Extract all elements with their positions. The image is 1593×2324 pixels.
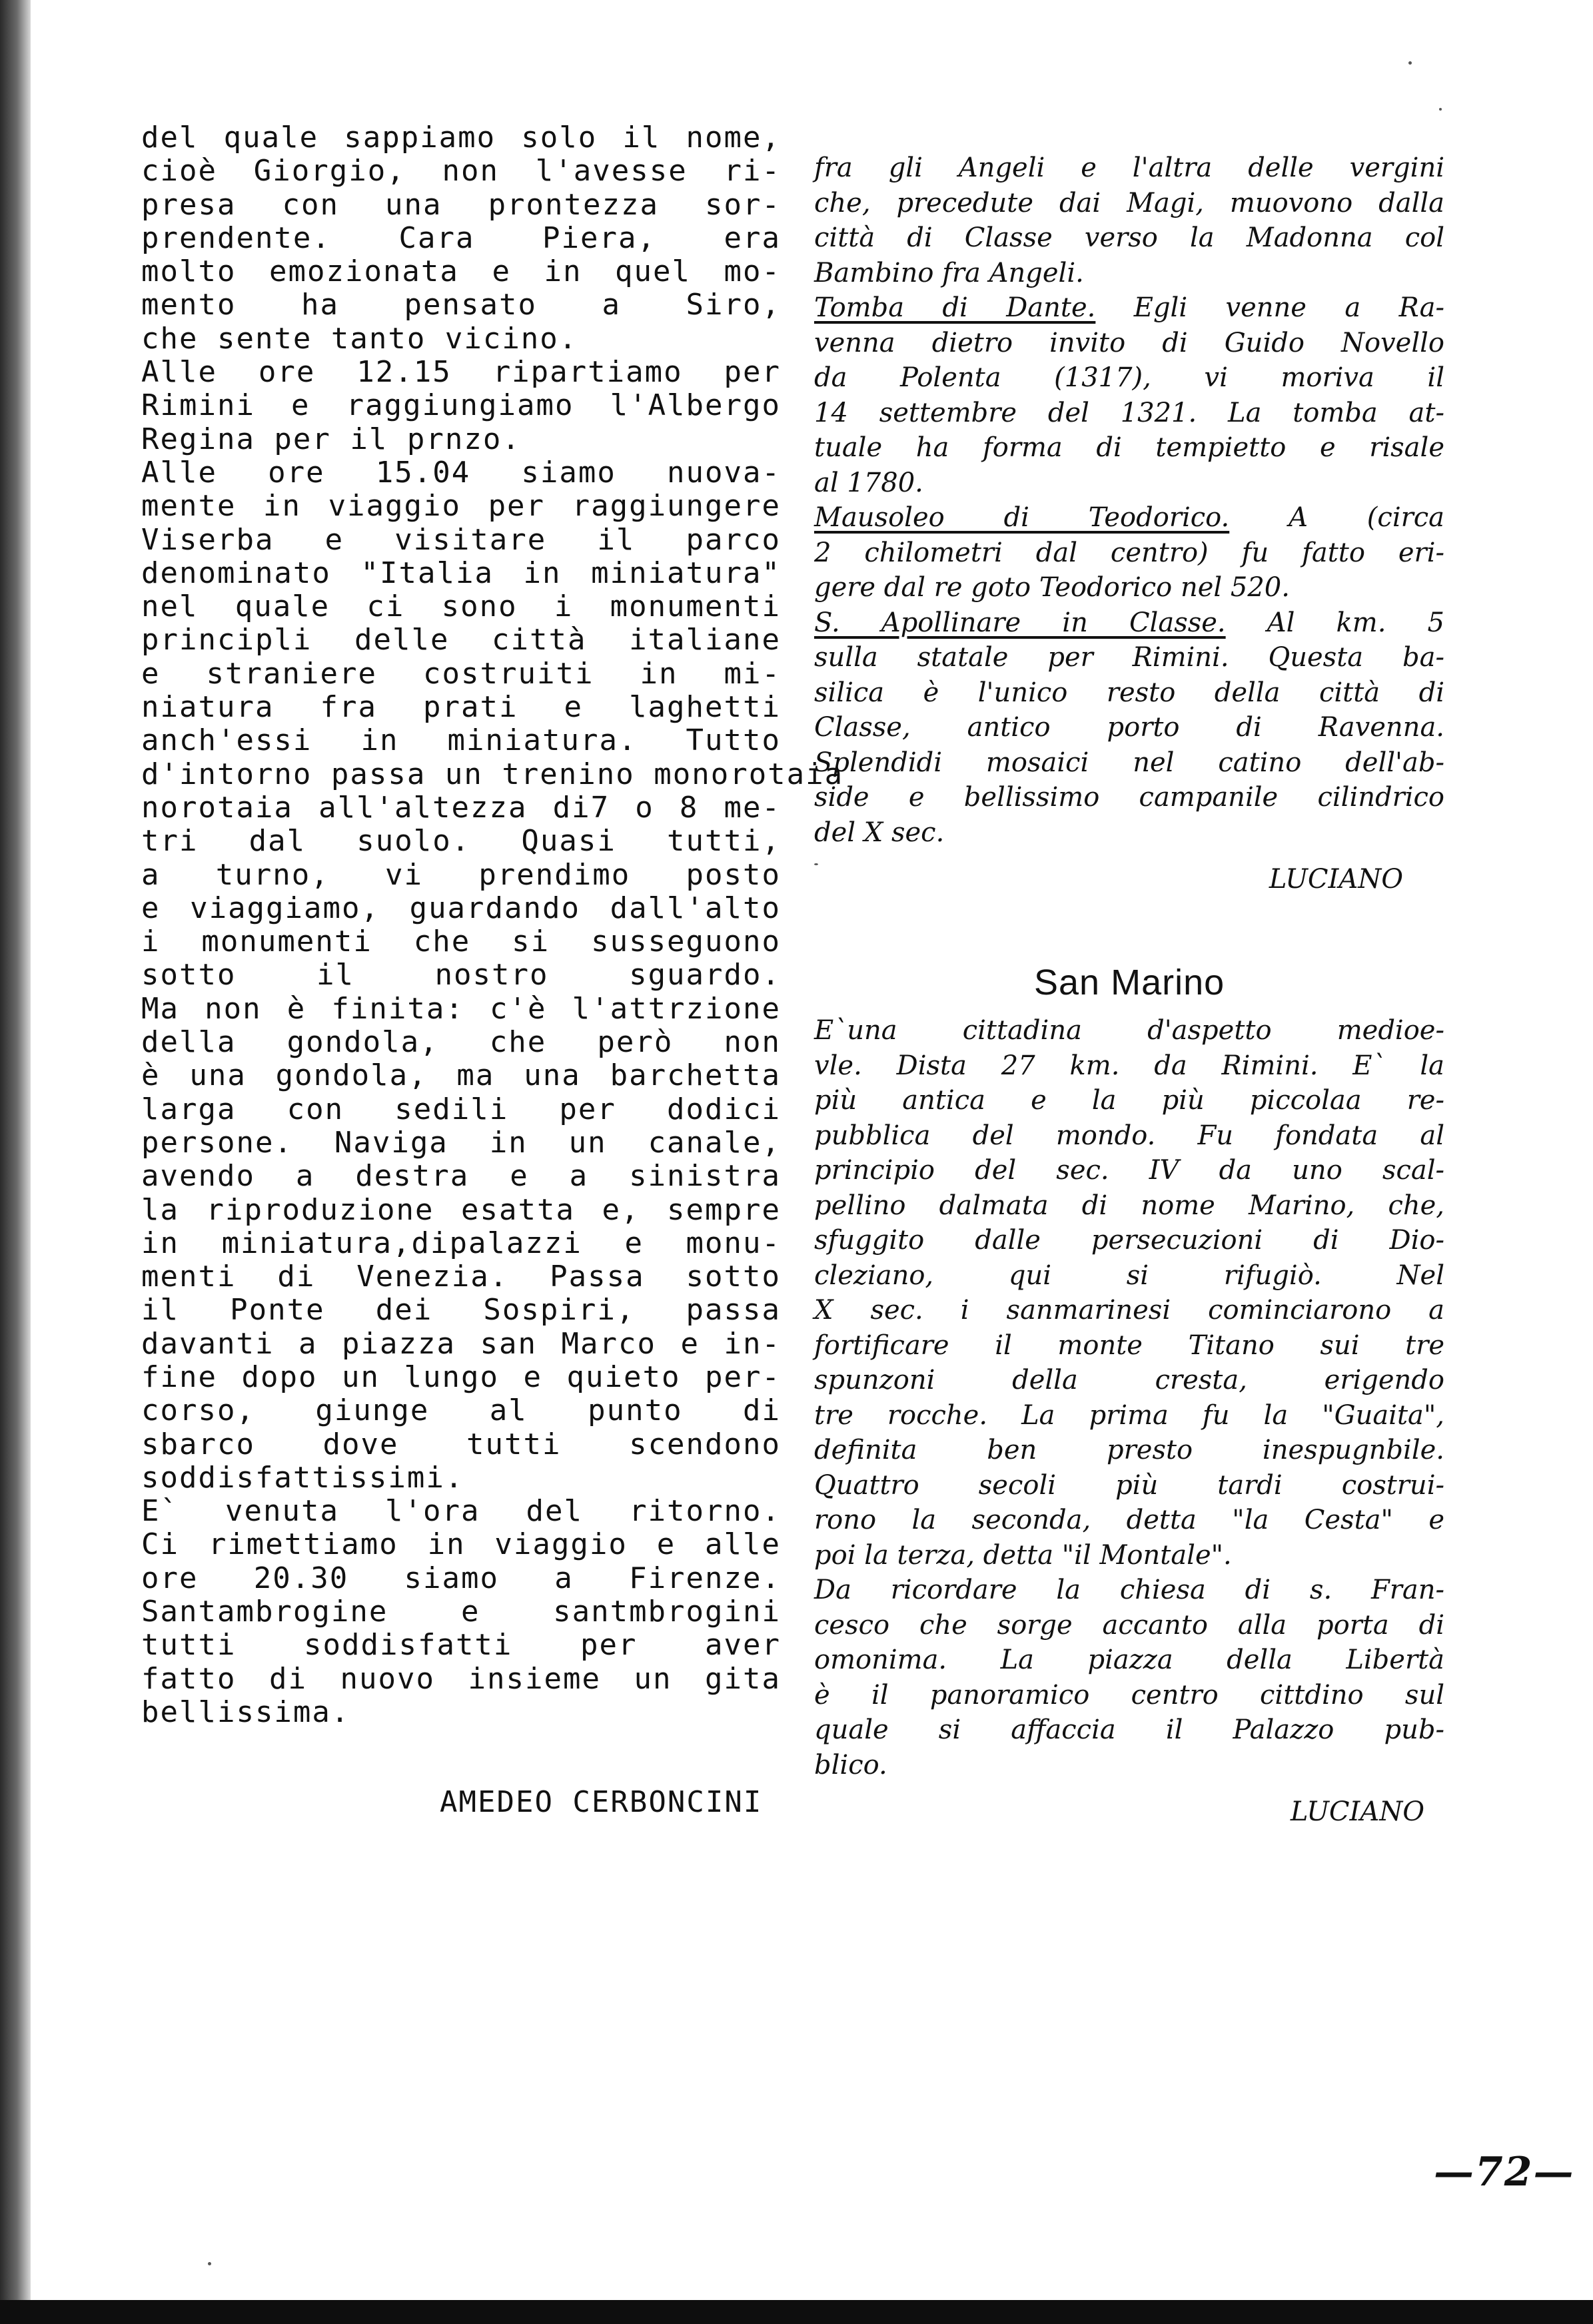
text-line: sbarco dove tutti scendono: [141, 1427, 781, 1461]
san-marino-section: [814, 1013, 1444, 1830]
text-line: larga con sedili per dodici: [141, 1092, 781, 1126]
text-line: sulla statale per Rimini. Questa ba-: [814, 642, 1444, 673]
text-line: prendente. Cara Piera, era: [141, 220, 781, 255]
text-line: fatto di nuovo insieme un gita: [141, 1661, 781, 1696]
text-line: pellino dalmata di nome Marino, che,: [814, 1190, 1444, 1221]
text-line: al 1780.: [814, 467, 923, 498]
scan-bottom-edge: [0, 2300, 1593, 2324]
text-line: e straniere costruiti in mi-: [141, 656, 781, 691]
text-line: cleziano, qui si rifugiò. Nel: [814, 1260, 1444, 1291]
apollinare-heading: S. Apollinare in Classe.: [814, 607, 1226, 638]
text-fragment: Egli venne a Ra-: [1095, 292, 1444, 323]
text-line: città di Classe verso la Madonna col: [814, 222, 1444, 253]
text-line: 2 chilometri dal centro) fu fatto eri-: [814, 537, 1444, 568]
text-line: del X sec.: [814, 817, 945, 848]
text-line: Quattro secoli più tardi costrui-: [814, 1469, 1444, 1501]
author-signature-cerboncini: AMEDEO CERBONCINI: [440, 1785, 763, 1819]
text-line: d'intorno passa un trenino monorotaia: [141, 757, 844, 791]
text-line: i monumenti che si susseguono: [141, 925, 781, 959]
text-line: Rimini e raggiungiamo l'Albergo: [141, 388, 781, 423]
text-line: quale si affaccia il Palazzo pub-: [814, 1715, 1444, 1745]
text-line: Viserba e visitare il parco: [141, 522, 781, 557]
text-line: norotaia all'altezza di7 o 8 me-: [141, 790, 781, 825]
text-line: Alle ore 15.04 siamo nuova-: [141, 455, 781, 490]
right-column: [814, 151, 1444, 897]
author-signature-luciano: LUCIANO: [1290, 1796, 1424, 1827]
text-line: la riproduzione esatta e, sempre: [141, 1192, 781, 1227]
text-line: molto emozionata e in quel mo-: [141, 254, 781, 289]
text-line: cesco che sorge accanto alla porta di: [814, 1609, 1444, 1641]
tomba-di-dante-entry: [814, 290, 1444, 326]
paper-speck: [814, 863, 818, 865]
text-line: fine dopo un lungo e quieto per-: [141, 1359, 781, 1394]
text-line: anch'essi in miniatura. Tutto: [141, 723, 781, 758]
text-line: tre rocche. La prima fu la "Guaita",: [814, 1399, 1444, 1431]
text-line: e viaggiamo, guardando dall'alto: [141, 891, 781, 925]
page-number: —72—: [1434, 2149, 1575, 2195]
text-line: rono la seconda, detta "la Cesta" e: [814, 1505, 1444, 1535]
text-line: X sec. i sanmarinesi cominciarono a: [814, 1295, 1444, 1326]
tomba-di-dante-heading: Tomba di Dante.: [814, 292, 1096, 323]
text-line: Classe, antico porto di Ravenna.: [814, 712, 1444, 743]
text-line: E`una cittadina d'aspetto medioe-: [814, 1015, 1444, 1046]
san-marino-title: San Marino: [1034, 963, 1225, 1002]
text-line: fortificare il monte Titano sui tre: [814, 1330, 1444, 1361]
mausoleo-heading: Mausoleo di Teodorico.: [814, 502, 1230, 533]
text-line: sotto il nostro sguardo.: [141, 958, 781, 992]
text-line: silica è l'unico resto della città di: [814, 677, 1444, 708]
binding-edge: [0, 0, 31, 2324]
text-line: più antica e la più piccolaa re-: [814, 1085, 1444, 1116]
text-line: ore 20.30 siamo a Firenze.: [141, 1561, 781, 1595]
text-line: persone. Naviga in un canale,: [141, 1125, 781, 1160]
text-line: niatura fra prati e laghetti: [141, 690, 781, 725]
text-line: avendo a destra e a sinistra: [141, 1159, 781, 1194]
text-line: Santambrogine e santmbrogini: [141, 1595, 781, 1629]
text-line: Ma non è finita: c'è l'attrzione: [141, 991, 781, 1026]
text-line: soddisfattissimi.: [141, 1460, 464, 1495]
text-line: Regina per il prnzo.: [141, 422, 521, 456]
paper-speck: [208, 2262, 211, 2265]
text-line: gere dal re goto Teodorico nel 520.: [814, 572, 1290, 603]
text-line: mento ha pensato a Siro,: [141, 288, 781, 322]
text-line: mente in viaggio per raggiungere: [141, 489, 781, 524]
text-fragment: A (circa: [1229, 502, 1444, 533]
text-line: Da ricordare la chiesa di s. Fran-: [814, 1575, 1444, 1605]
text-line: da Polenta (1317), vi moriva il: [814, 362, 1444, 393]
left-column: [141, 121, 844, 1729]
text-line: della gondola, che però non: [141, 1025, 781, 1060]
apollinare-entry: [814, 605, 1444, 641]
text-line: in miniatura,dipalazzi e monu-: [141, 1226, 781, 1260]
text-line: nel quale ci sono i monumenti: [141, 589, 781, 624]
text-line: Splendidi mosaici nel catino dell'ab-: [814, 747, 1444, 778]
text-line: menti di Venezia. Passa sotto: [141, 1260, 781, 1294]
text-line: tri dal suolo. Quasi tutti,: [141, 824, 781, 859]
text-line: venna dietro invito di Guido Novello: [814, 327, 1444, 358]
text-line: corso, giunge al punto di: [141, 1393, 781, 1428]
mausoleo-entry: [814, 500, 1444, 536]
text-line: cioè Giorgio, non l'avesse ri-: [141, 154, 781, 189]
paper-speck: [1408, 61, 1412, 65]
text-line: Alle ore 12.15 ripartiamo per: [141, 355, 781, 390]
text-line: tuale ha forma di tempietto e risale: [814, 432, 1444, 463]
text-line: è una gondola, ma una barchetta: [141, 1058, 781, 1093]
text-line: Ci rimettiamo in viaggio e alle: [141, 1527, 781, 1562]
text-line: 14 settembre del 1321. La tomba at-: [814, 397, 1444, 428]
text-line: a turno, vi prendimo posto: [141, 857, 781, 892]
text-line: spunzoni della cresta, erigendo: [814, 1365, 1444, 1395]
text-line: denominato "Italia in miniatura": [141, 556, 781, 590]
text-line: omonima. La piazza della Libertà: [814, 1645, 1444, 1675]
text-line: principio del sec. IV da uno scal-: [814, 1155, 1444, 1186]
text-line: è il panoramico centro cittdino sul: [814, 1679, 1444, 1711]
text-line: side e bellissimo campanile cilindrico: [814, 782, 1444, 813]
text-line: blico.: [814, 1749, 887, 1780]
text-line: vle. Dista 27 km. da Rimini. E` la: [814, 1050, 1444, 1081]
text-line: che, precedute dai Magi, muovono dalla: [814, 187, 1444, 218]
text-line: tutti soddisfatti per aver: [141, 1628, 781, 1663]
text-line: fra gli Angeli e l'altra delle vergini: [814, 153, 1444, 183]
text-line: del quale sappiamo solo il nome,: [141, 121, 781, 155]
text-line: che sente tanto vicino.: [141, 321, 578, 356]
text-line: presa con una prontezza sor-: [141, 187, 781, 222]
text-line: definita ben presto inespugnbile.: [814, 1435, 1444, 1465]
text-line: Bambino fra Angeli.: [814, 257, 1084, 288]
text-fragment: Al km. 5: [1225, 607, 1445, 638]
text-line: il Ponte dei Sospiri, passa: [141, 1293, 781, 1328]
paper-speck: [1439, 108, 1442, 111]
text-line: principli delle città italiane: [141, 623, 781, 657]
author-signature-luciano: LUCIANO: [1269, 864, 1403, 895]
text-line: poi la terza, detta "il Montale".: [814, 1539, 1232, 1571]
text-line: sfuggito dalle persecuzioni di Dio-: [814, 1225, 1444, 1256]
text-line: davanti a piazza san Marco e in-: [141, 1326, 781, 1361]
page-number-value: 72: [1475, 2149, 1534, 2195]
text-line: E` venuta l'ora del ritorno.: [141, 1494, 781, 1529]
text-line: bellissima.: [141, 1695, 350, 1729]
text-line: pubblica del mondo. Fu fondata al: [814, 1120, 1444, 1151]
